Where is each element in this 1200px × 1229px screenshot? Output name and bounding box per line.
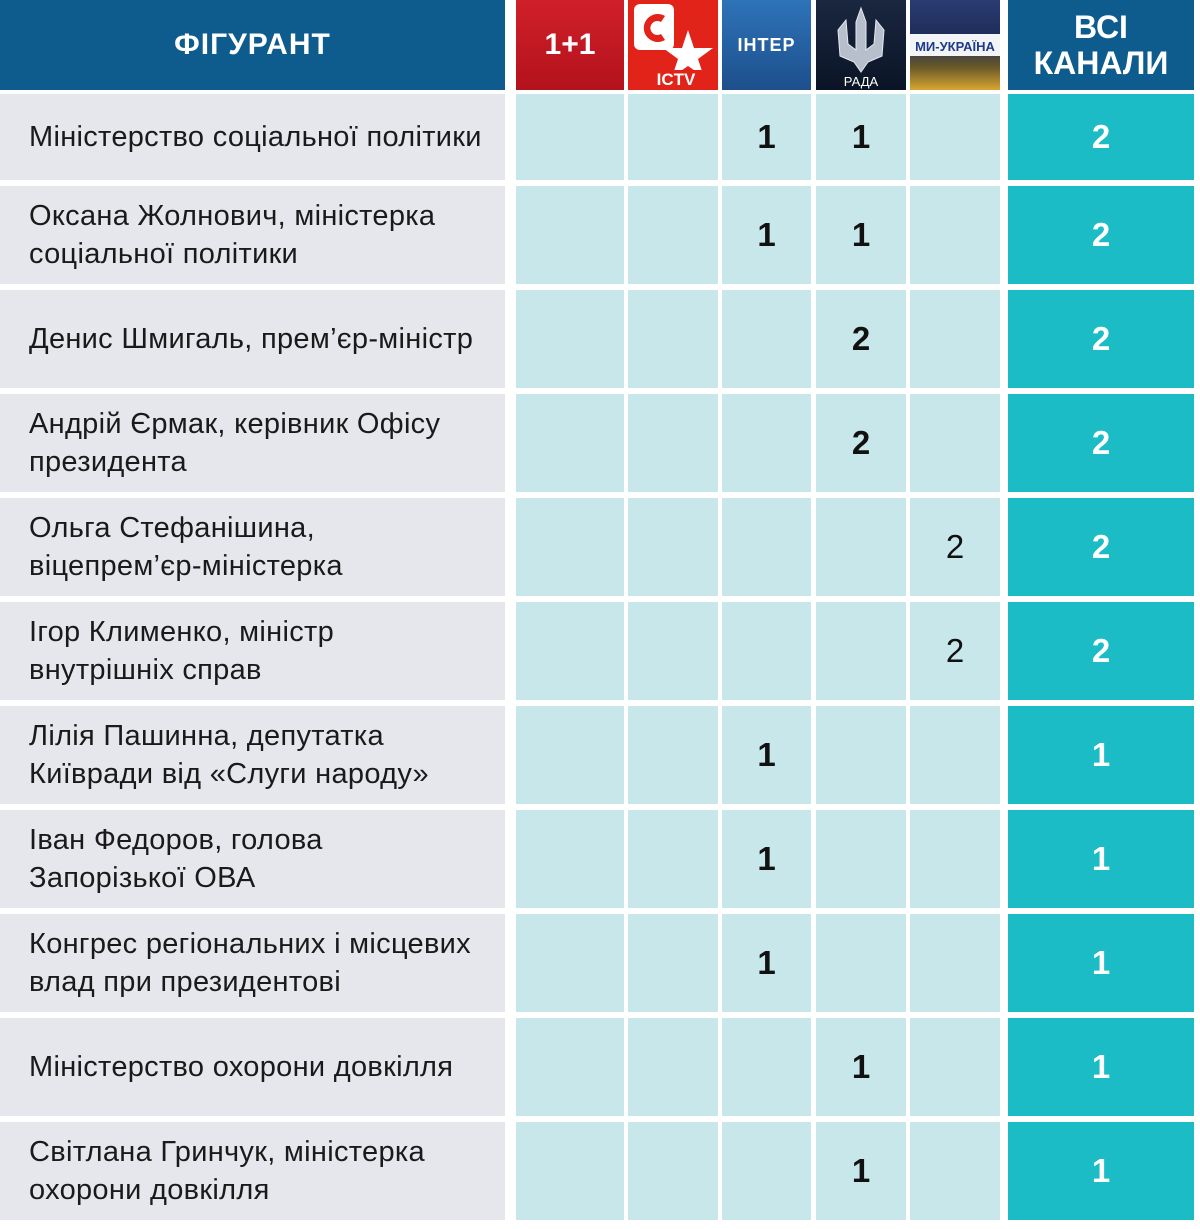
value-cell: 1 — [722, 914, 811, 1012]
row-name-cell — [0, 602, 505, 700]
table-row — [0, 810, 1200, 908]
value-cell — [816, 498, 906, 596]
value-cell — [628, 394, 718, 492]
total-cell: 2 — [1008, 498, 1194, 596]
table-row — [0, 1018, 1200, 1116]
table-row — [0, 914, 1200, 1012]
trident-icon — [816, 0, 906, 90]
header-total-line1: ВСІ — [1074, 9, 1128, 45]
row-name-line: охорони довкілля — [29, 1174, 270, 1206]
value-cell: 1 — [816, 1122, 906, 1220]
value-cell — [910, 1122, 1000, 1220]
table-row — [0, 94, 1200, 180]
value-cell: 1 — [722, 94, 811, 180]
row-name-cell — [0, 394, 505, 492]
row-name-line: Лілія Пашинна, депутатка — [29, 720, 384, 752]
value-cell: 2 — [910, 498, 1000, 596]
value-cell — [516, 290, 624, 388]
value-cell — [628, 290, 718, 388]
value-cell: 1 — [722, 186, 811, 284]
row-name-cell — [0, 498, 505, 596]
value-cell — [910, 394, 1000, 492]
total-cell: 2 — [1008, 394, 1194, 492]
row-name-line: Ольга Стефанішина, — [29, 512, 315, 544]
value-cell — [722, 1018, 811, 1116]
table-row — [0, 394, 1200, 492]
total-cell: 1 — [1008, 914, 1194, 1012]
channel-logo-ictv — [628, 0, 718, 90]
value-cell — [516, 810, 624, 908]
table-row — [0, 186, 1200, 284]
row-name-line: Оксана Жолнович, міністерка — [29, 200, 436, 232]
value-cell — [516, 498, 624, 596]
value-cell — [910, 706, 1000, 804]
rada-logo-text: РАДА — [843, 74, 879, 89]
value-cell: 1 — [816, 186, 906, 284]
my-ukraina-logo-icon — [910, 0, 1000, 90]
value-cell: 2 — [910, 602, 1000, 700]
ictv-logo-text: ICTV — [656, 70, 696, 89]
table-row — [0, 602, 1200, 700]
value-cell — [910, 810, 1000, 908]
value-cell — [628, 94, 718, 180]
header-total-line2: КАНАЛИ — [1033, 45, 1169, 81]
value-cell — [628, 602, 718, 700]
row-name-line: Андрій Єрмак, керівник Офісу — [29, 408, 441, 440]
value-cell: 1 — [816, 94, 906, 180]
row-name-line: президента — [29, 446, 187, 478]
total-cell: 1 — [1008, 810, 1194, 908]
header-total-column — [1008, 0, 1194, 90]
value-cell — [816, 706, 906, 804]
value-cell — [722, 1122, 811, 1220]
value-cell: 1 — [722, 810, 811, 908]
row-name-cell — [0, 290, 505, 388]
row-name-line: соціальної політики — [29, 238, 299, 270]
row-name-line: влад при президентові — [29, 966, 341, 998]
total-cell: 2 — [1008, 290, 1194, 388]
row-name-cell — [0, 1122, 505, 1220]
value-cell — [516, 94, 624, 180]
value-cell — [816, 810, 906, 908]
logo-1plus1-text: 1+1 — [544, 28, 596, 61]
value-cell — [628, 914, 718, 1012]
row-name-cell — [0, 94, 505, 180]
row-name-line: Ігор Клименко, міністр — [29, 616, 335, 648]
value-cell — [516, 706, 624, 804]
table-row — [0, 706, 1200, 804]
row-name-line: Запорізької ОВА — [29, 862, 256, 894]
row-name-line: Київради від «Слуги народу» — [29, 758, 429, 790]
value-cell — [722, 290, 811, 388]
header-name-label: ФІГУРАНТ — [174, 28, 331, 61]
table-row — [0, 1122, 1200, 1220]
value-cell — [628, 1122, 718, 1220]
row-name-line: Денис Шмигаль, прем’єр-міністр — [29, 323, 474, 355]
row-name-cell — [0, 914, 505, 1012]
header-name-column — [0, 0, 505, 90]
value-cell — [628, 498, 718, 596]
row-name-line: Конгрес регіональних і місцевих — [29, 928, 471, 960]
channel-logo-rada — [816, 0, 906, 90]
channel-logo-my-ukraina — [910, 0, 1000, 90]
row-name-line: віцепрем’єр-міністерка — [29, 550, 343, 582]
total-cell: 1 — [1008, 706, 1194, 804]
my-ukraina-logo-text: МИ-УКРАЇНА — [915, 39, 995, 54]
row-name-cell — [0, 706, 505, 804]
value-cell — [516, 1018, 624, 1116]
value-cell — [722, 498, 811, 596]
value-cell — [516, 186, 624, 284]
total-cell: 1 — [1008, 1122, 1194, 1220]
value-cell: 2 — [816, 394, 906, 492]
total-cell: 2 — [1008, 602, 1194, 700]
row-name-cell — [0, 810, 505, 908]
value-cell — [628, 1018, 718, 1116]
row-name-line: Міністерство соціальної політики — [29, 121, 482, 153]
row-name-line: Світлана Гринчук, міністерка — [29, 1136, 425, 1168]
value-cell — [516, 602, 624, 700]
value-cell — [722, 394, 811, 492]
channel-logo-1plus1 — [516, 0, 624, 90]
value-cell — [910, 186, 1000, 284]
row-name-line: внутрішніх справ — [29, 654, 262, 686]
ictv-logo-icon — [628, 0, 718, 90]
value-cell — [910, 1018, 1000, 1116]
value-cell — [628, 186, 718, 284]
value-cell: 1 — [816, 1018, 906, 1116]
value-cell — [516, 394, 624, 492]
value-cell: 2 — [816, 290, 906, 388]
value-cell — [816, 914, 906, 1012]
row-name-line: Міністерство охорони довкілля — [29, 1051, 454, 1083]
value-cell — [816, 602, 906, 700]
row-name-cell — [0, 1018, 505, 1116]
row-name-line: Іван Федоров, голова — [29, 824, 323, 856]
table-row — [0, 290, 1200, 388]
value-cell — [722, 602, 811, 700]
total-cell: 1 — [1008, 1018, 1194, 1116]
value-cell: 1 — [722, 706, 811, 804]
table-row — [0, 498, 1200, 596]
value-cell — [516, 914, 624, 1012]
value-cell — [910, 94, 1000, 180]
value-cell — [910, 914, 1000, 1012]
channel-logo-inter — [722, 0, 811, 90]
total-cell: 2 — [1008, 94, 1194, 180]
row-name-cell — [0, 186, 505, 284]
logo-inter-text: ІНТЕР — [737, 34, 796, 55]
value-cell — [516, 1122, 624, 1220]
value-cell — [628, 810, 718, 908]
value-cell — [628, 706, 718, 804]
total-cell: 2 — [1008, 186, 1194, 284]
value-cell — [910, 290, 1000, 388]
